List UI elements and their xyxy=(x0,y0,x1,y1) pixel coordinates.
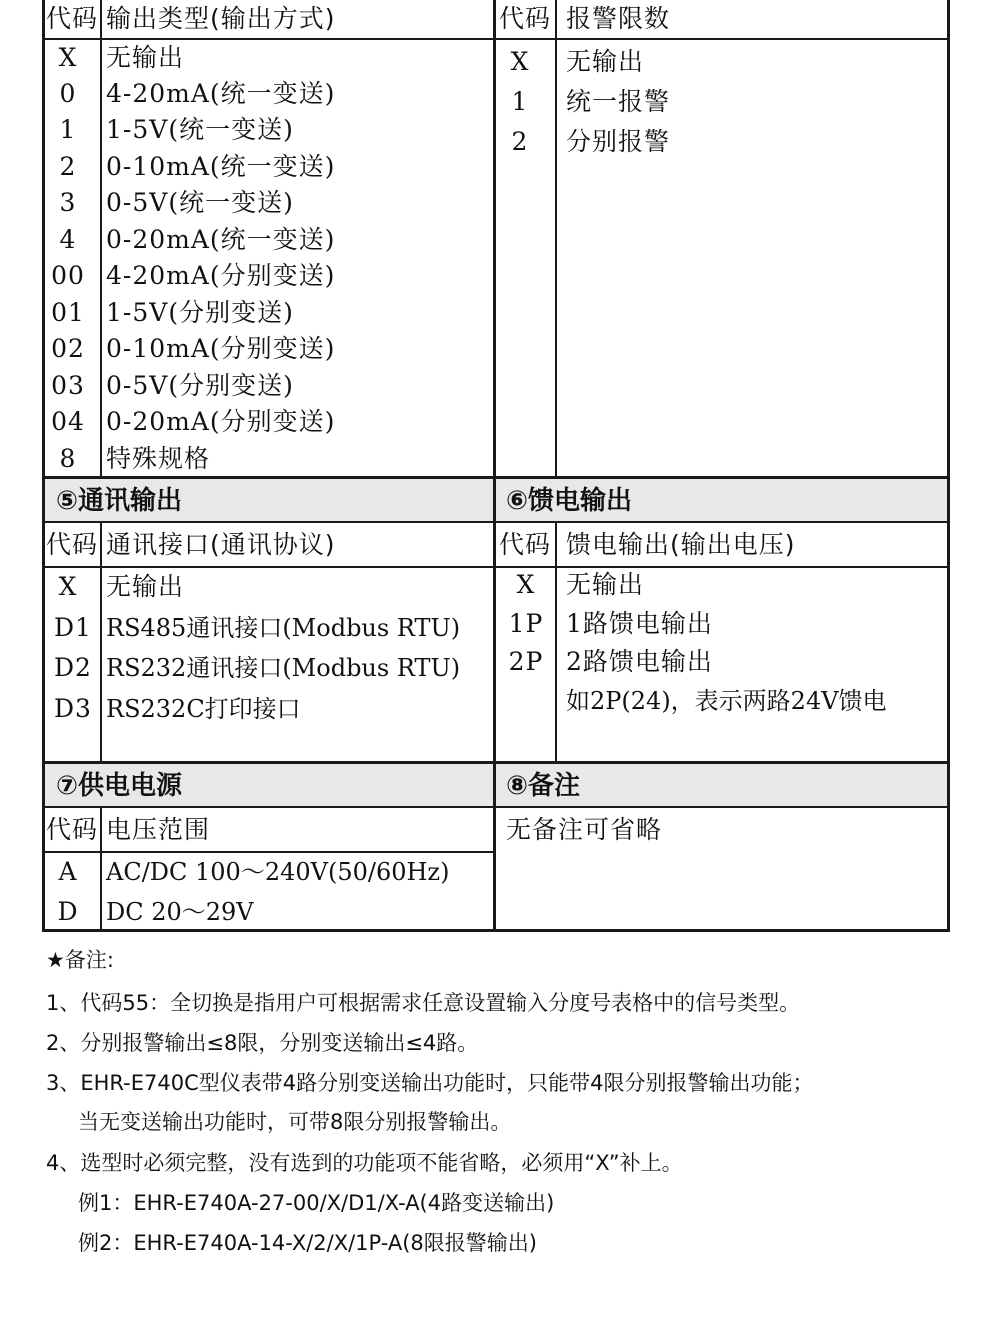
table-row-label: 0-5V(分别变送) xyxy=(106,371,294,400)
table-row-code: 3 xyxy=(59,188,77,217)
table-row-code: 1 xyxy=(59,115,77,144)
row-divider-7 xyxy=(42,851,494,853)
table-row-label: 1-5V(统一变送) xyxy=(106,115,294,144)
feed-header-code: 代码 xyxy=(499,530,552,559)
section-title-power: ⑦供电电源 xyxy=(56,771,183,801)
table-row-label: RS232通讯接口(Modbus RTU) xyxy=(106,654,461,682)
note-line: 1、代码55：全切换是指用户可根据需求任意设置输入分度号表格中的信号类型。 xyxy=(46,991,801,1015)
comm-header-code: 代码 xyxy=(46,530,99,559)
table-row-label: 1路馈电输出 xyxy=(566,609,713,638)
power-header-label: 电压范围 xyxy=(106,815,211,844)
table-row-code: X xyxy=(58,572,78,601)
table-row-code: 00 xyxy=(51,261,85,290)
section-title-comm: ⑤通讯输出 xyxy=(56,486,183,516)
note-example: 例1：EHR-E740A-27-00/X/D1/X-A(4路变送输出) xyxy=(78,1191,555,1215)
table-row-label: 0-10mA(分别变送) xyxy=(106,334,336,363)
table-row-code: D xyxy=(57,897,79,926)
table-row-label: 分别报警 xyxy=(566,127,671,156)
table-row-label: 特殊规格 xyxy=(106,444,211,473)
table-row-code: D2 xyxy=(54,653,92,682)
table-row-label: 2路馈电输出 xyxy=(566,647,713,676)
table-row-label: 无输出 xyxy=(566,47,645,76)
section-title-remark: ⑧备注 xyxy=(506,771,581,801)
table-row-label: 0-5V(统一变送) xyxy=(106,188,294,217)
output-header-code: 代码 xyxy=(46,4,99,33)
table-row-label: RS485通讯接口(Modbus RTU) xyxy=(106,614,461,642)
code-col-line-alarm xyxy=(555,0,557,476)
table-row-label: 0-20mA(统一变送) xyxy=(106,225,336,254)
output-header-label: 输出类型(输出方式) xyxy=(106,4,336,33)
table-divider-middle xyxy=(493,0,496,932)
table-border-right xyxy=(947,0,950,932)
alarm-header-code: 代码 xyxy=(499,4,552,33)
code-col-line-feed xyxy=(555,521,557,761)
table-row-label: 4-20mA(统一变送) xyxy=(106,79,336,108)
table-row-label: 无输出 xyxy=(106,572,185,601)
table-row-label: 无输出 xyxy=(106,43,185,72)
table-row-label: 1-5V(分别变送) xyxy=(106,298,294,327)
power-header-code: 代码 xyxy=(46,815,99,844)
comm-header-label: 通讯接口(通讯协议) xyxy=(106,530,336,559)
table-row-label: 4-20mA(分别变送) xyxy=(106,261,336,290)
table-row-code: 2 xyxy=(59,152,77,181)
table-row-code: X xyxy=(58,43,78,72)
table-row-label: 统一报警 xyxy=(566,87,671,116)
notes-title: ★备注: xyxy=(46,948,114,972)
table-border-left xyxy=(42,0,45,932)
alarm-header-label: 报警限数 xyxy=(566,4,671,33)
table-row-label: 0-10mA(统一变送) xyxy=(106,152,336,181)
code-col-line-output xyxy=(100,0,102,476)
table-row-code: 01 xyxy=(51,298,85,327)
note-line: 3、EHR-E740C型仪表带4路分别变送输出功能时，只能带4限分别报警输出功能； xyxy=(46,1071,814,1095)
feed-header-label: 馈电输出(输出电压) xyxy=(566,530,796,559)
note-line: 当无变送输出功能时，可带8限分别报警输出。 xyxy=(78,1110,512,1134)
section-title-feed: ⑥馈电输出 xyxy=(506,486,633,516)
code-col-line-power xyxy=(100,806,102,930)
table-row-code: 2P xyxy=(508,647,544,676)
table-row-code: A xyxy=(58,857,78,886)
table-row-code: 2 xyxy=(511,127,529,156)
table-row-code: X xyxy=(510,47,530,76)
table-row-code: 02 xyxy=(51,334,85,363)
table-row-label: AC/DC 100～240V(50/60Hz) xyxy=(106,858,450,886)
note-line: 2、分别报警输出≤8限，分别变送输出≤4路。 xyxy=(46,1031,479,1055)
table-row-code: 4 xyxy=(59,225,77,254)
table-row-label: 0-20mA(分别变送) xyxy=(106,407,336,436)
table-row-label: RS232C打印接口 xyxy=(106,695,301,723)
table-row-code: D3 xyxy=(54,694,92,723)
table-row-code: 04 xyxy=(51,407,85,436)
table-row-label: DC 20～29V xyxy=(106,898,254,926)
table-row-code: 03 xyxy=(51,371,85,400)
remark-text: 无备注可省略 xyxy=(506,815,663,844)
table-row-code: 8 xyxy=(59,444,77,473)
table-row-code: D1 xyxy=(54,613,92,642)
code-col-line-comm xyxy=(100,521,102,761)
note-line: 4、选型时必须完整，没有选到的功能项不能省略，必须用“X”补上。 xyxy=(46,1151,683,1175)
table-row-label: 无输出 xyxy=(566,570,645,599)
table-row-code: X xyxy=(516,570,536,599)
table-row-code: 1P xyxy=(508,609,544,638)
row-divider-4 xyxy=(42,566,950,568)
table-row-code: 1 xyxy=(511,87,529,116)
table-row-code: 0 xyxy=(59,79,77,108)
note-example: 例2：EHR-E740A-14-X/2/X/1P-A(8限报警输出) xyxy=(78,1231,537,1255)
table-row-label: 如2P(24)，表示两路24V馈电 xyxy=(566,687,887,715)
